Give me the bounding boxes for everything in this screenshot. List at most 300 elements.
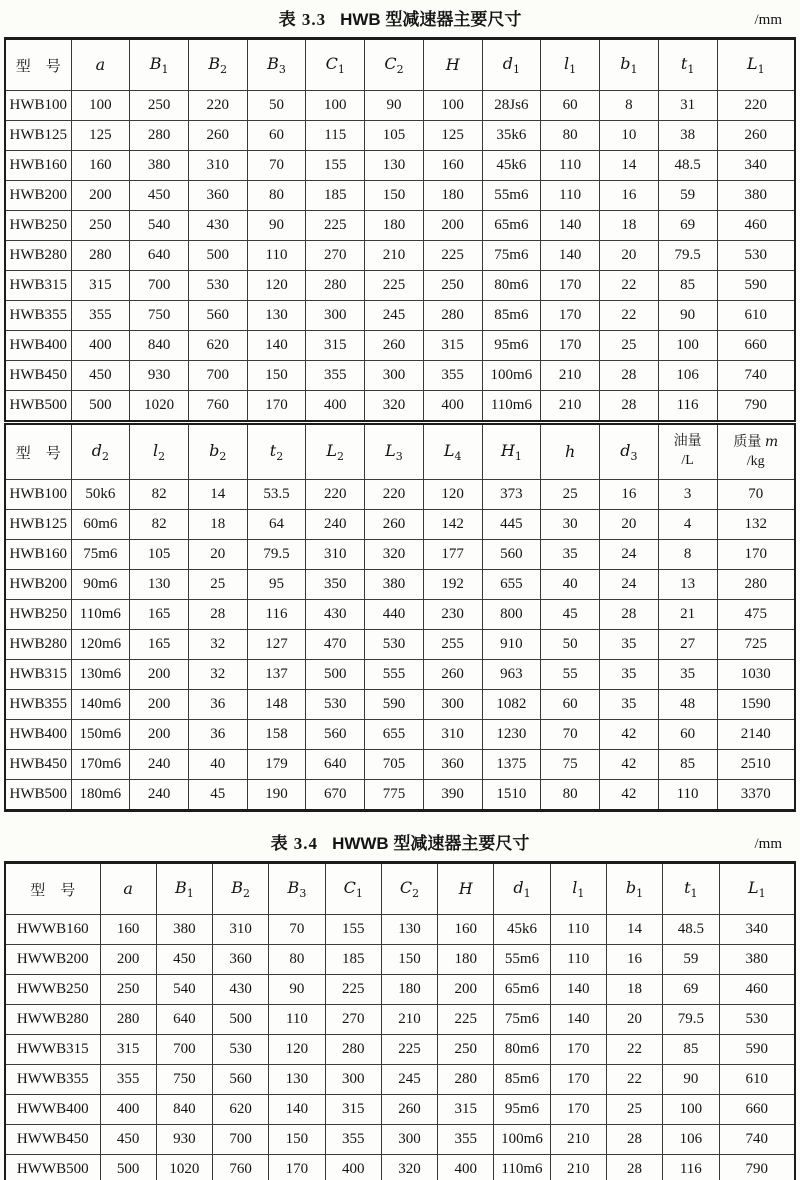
value-cell: 320 <box>365 540 424 570</box>
value-cell: 240 <box>130 750 189 780</box>
table-row <box>5 181 795 211</box>
value-cell: 120 <box>423 480 482 510</box>
value-cell: 170 <box>541 271 600 301</box>
model-cell: HWB280 <box>5 630 71 660</box>
value-cell: 40 <box>188 750 247 780</box>
value-cell: 270 <box>325 1005 381 1035</box>
value-cell: 45 <box>541 600 600 630</box>
value-cell: 220 <box>306 480 365 510</box>
value-cell: 130 <box>365 151 424 181</box>
value-cell: 200 <box>423 211 482 241</box>
value-cell: 36 <box>188 690 247 720</box>
model-cell: HWWB160 <box>5 915 100 945</box>
value-cell: 245 <box>381 1065 437 1095</box>
table-row <box>5 1065 795 1095</box>
value-cell: 165 <box>130 600 189 630</box>
value-cell: 100 <box>663 1095 719 1125</box>
value-cell: 400 <box>325 1155 381 1180</box>
value-cell: 280 <box>130 121 189 151</box>
value-cell: 185 <box>306 181 365 211</box>
value-cell: 21 <box>658 600 717 630</box>
value-cell: 140 <box>247 331 306 361</box>
value-cell: 660 <box>717 331 795 361</box>
value-cell: 125 <box>71 121 130 151</box>
value-cell: 540 <box>130 211 189 241</box>
model-cell: HWWB250 <box>5 975 100 1005</box>
value-cell: 16 <box>599 480 658 510</box>
model-cell: HWB250 <box>5 211 71 241</box>
value-cell: 210 <box>550 1155 606 1180</box>
model-cell: HWB200 <box>5 181 71 211</box>
value-cell: 315 <box>438 1095 494 1125</box>
value-cell: 179 <box>247 750 306 780</box>
value-cell: 790 <box>719 1155 795 1180</box>
value-cell: 255 <box>423 630 482 660</box>
column-header: $t_1$ <box>658 39 717 91</box>
value-cell: 610 <box>717 301 795 331</box>
value-cell: 500 <box>188 241 247 271</box>
value-cell: 250 <box>423 271 482 301</box>
value-cell: 155 <box>325 915 381 945</box>
value-cell: 930 <box>130 361 189 391</box>
value-cell: 28 <box>599 391 658 423</box>
table2-caption-number: 表 3.4 <box>270 834 319 853</box>
value-cell: 1510 <box>482 780 541 811</box>
column-header: $t_2$ <box>247 423 306 480</box>
column-header: h <box>541 423 600 480</box>
column-header: $B_1$ <box>156 863 212 915</box>
value-cell: 260 <box>717 121 795 151</box>
value-cell: 450 <box>71 361 130 391</box>
value-cell: 500 <box>100 1155 156 1180</box>
value-cell: 95 <box>247 570 306 600</box>
value-cell: 530 <box>213 1035 269 1065</box>
value-cell: 25 <box>599 331 658 361</box>
value-cell: 775 <box>365 780 424 811</box>
column-header: $t_1$ <box>663 863 719 915</box>
value-cell: 840 <box>130 331 189 361</box>
value-cell: 963 <box>482 660 541 690</box>
table2-caption-title: HWWB 型减速器主要尺寸 <box>332 834 530 853</box>
value-cell: 25 <box>188 570 247 600</box>
value-cell: 150 <box>269 1125 325 1155</box>
model-cell: HWWB280 <box>5 1005 100 1035</box>
value-cell: 355 <box>100 1065 156 1095</box>
table-row <box>5 540 795 570</box>
value-cell: 170 <box>550 1095 606 1125</box>
value-cell: 116 <box>663 1155 719 1180</box>
value-cell: 310 <box>306 540 365 570</box>
value-cell: 180m6 <box>71 780 130 811</box>
column-header: $b_1$ <box>606 863 662 915</box>
value-cell: 230 <box>423 600 482 630</box>
value-cell: 70 <box>541 720 600 750</box>
value-cell: 400 <box>71 331 130 361</box>
value-cell: 440 <box>365 600 424 630</box>
value-cell: 210 <box>550 1125 606 1155</box>
value-cell: 260 <box>381 1095 437 1125</box>
value-cell: 800 <box>482 600 541 630</box>
value-cell: 225 <box>325 975 381 1005</box>
value-cell: 640 <box>156 1005 212 1035</box>
column-header: H <box>438 863 494 915</box>
value-cell: 150 <box>365 181 424 211</box>
value-cell: 45 <box>188 780 247 811</box>
value-cell: 158 <box>247 720 306 750</box>
value-cell: 280 <box>438 1065 494 1095</box>
value-cell: 60 <box>541 91 600 121</box>
column-header: $L_4$ <box>423 423 482 480</box>
column-header: $H_1$ <box>482 423 541 480</box>
value-cell: 110 <box>541 151 600 181</box>
column-header: 质量 m /kg <box>717 423 795 480</box>
value-cell: 160 <box>438 915 494 945</box>
value-cell: 355 <box>71 301 130 331</box>
value-cell: 31 <box>658 91 717 121</box>
value-cell: 380 <box>719 945 795 975</box>
value-cell: 380 <box>717 181 795 211</box>
value-cell: 50k6 <box>71 480 130 510</box>
table-row <box>5 915 795 945</box>
value-cell: 210 <box>381 1005 437 1035</box>
value-cell: 250 <box>130 91 189 121</box>
model-cell: HWWB355 <box>5 1065 100 1095</box>
column-header: $L_1$ <box>717 39 795 91</box>
value-cell: 300 <box>381 1125 437 1155</box>
value-cell: 120 <box>247 271 306 301</box>
value-cell: 42 <box>599 780 658 811</box>
value-cell: 35k6 <box>482 121 541 151</box>
value-cell: 760 <box>213 1155 269 1180</box>
value-cell: 1590 <box>717 690 795 720</box>
table-row <box>5 331 795 361</box>
value-cell: 315 <box>100 1035 156 1065</box>
value-cell: 69 <box>663 975 719 1005</box>
value-cell: 355 <box>438 1125 494 1155</box>
model-cell: HWB160 <box>5 151 71 181</box>
value-cell: 1230 <box>482 720 541 750</box>
value-cell: 170 <box>550 1065 606 1095</box>
column-header: 型 号 <box>5 423 71 480</box>
value-cell: 28Js6 <box>482 91 541 121</box>
value-cell: 500 <box>71 391 130 423</box>
value-cell: 80 <box>247 181 306 211</box>
value-cell: 310 <box>423 720 482 750</box>
column-header: $l_2$ <box>130 423 189 480</box>
value-cell: 280 <box>325 1035 381 1065</box>
value-cell: 75m6 <box>482 241 541 271</box>
value-cell: 500 <box>213 1005 269 1035</box>
value-cell: 140 <box>541 211 600 241</box>
value-cell: 80 <box>541 780 600 811</box>
value-cell: 120 <box>269 1035 325 1065</box>
table-row <box>5 720 795 750</box>
value-cell: 50 <box>541 630 600 660</box>
value-cell: 400 <box>306 391 365 423</box>
value-cell: 137 <box>247 660 306 690</box>
value-cell: 240 <box>130 780 189 811</box>
value-cell: 260 <box>365 510 424 540</box>
value-cell: 700 <box>188 361 247 391</box>
value-cell: 160 <box>71 151 130 181</box>
model-cell: HWB355 <box>5 301 71 331</box>
value-cell: 95m6 <box>482 331 541 361</box>
value-cell: 220 <box>717 91 795 121</box>
value-cell: 110 <box>550 915 606 945</box>
column-header: $b_1$ <box>599 39 658 91</box>
value-cell: 150 <box>381 945 437 975</box>
value-cell: 450 <box>100 1125 156 1155</box>
table-row <box>5 391 795 423</box>
value-cell: 20 <box>599 510 658 540</box>
value-cell: 380 <box>156 915 212 945</box>
value-cell: 555 <box>365 660 424 690</box>
value-cell: 840 <box>156 1095 212 1125</box>
value-cell: 35 <box>599 690 658 720</box>
header-row <box>5 863 795 915</box>
value-cell: 1375 <box>482 750 541 780</box>
value-cell: 55m6 <box>482 181 541 211</box>
value-cell: 106 <box>658 361 717 391</box>
model-cell: HWB250 <box>5 600 71 630</box>
value-cell: 400 <box>438 1155 494 1180</box>
value-cell: 530 <box>188 271 247 301</box>
value-cell: 45k6 <box>494 915 550 945</box>
value-cell: 42 <box>599 750 658 780</box>
table-row <box>5 510 795 540</box>
value-cell: 80m6 <box>482 271 541 301</box>
table-row <box>5 121 795 151</box>
value-cell: 170 <box>550 1035 606 1065</box>
column-header: a <box>100 863 156 915</box>
value-cell: 148 <box>247 690 306 720</box>
value-cell: 245 <box>365 301 424 331</box>
table1-caption <box>4 8 796 32</box>
value-cell: 180 <box>381 975 437 1005</box>
value-cell: 35 <box>541 540 600 570</box>
column-header: a <box>71 39 130 91</box>
value-cell: 110m6 <box>71 600 130 630</box>
column-header: $L_2$ <box>306 423 365 480</box>
model-cell: HWB400 <box>5 331 71 361</box>
column-header: H <box>423 39 482 91</box>
value-cell: 155 <box>306 151 365 181</box>
value-cell: 350 <box>306 570 365 600</box>
table-row <box>5 1125 795 1155</box>
value-cell: 300 <box>365 361 424 391</box>
value-cell: 280 <box>423 301 482 331</box>
table-row <box>5 945 795 975</box>
value-cell: 180 <box>438 945 494 975</box>
value-cell: 315 <box>71 271 130 301</box>
value-cell: 200 <box>130 660 189 690</box>
value-cell: 130 <box>130 570 189 600</box>
value-cell: 100m6 <box>482 361 541 391</box>
value-cell: 170 <box>541 331 600 361</box>
table-row <box>5 480 795 510</box>
value-cell: 530 <box>717 241 795 271</box>
value-cell: 28 <box>606 1155 662 1180</box>
value-cell: 14 <box>606 915 662 945</box>
value-cell: 200 <box>100 945 156 975</box>
value-cell: 180 <box>423 181 482 211</box>
value-cell: 24 <box>599 540 658 570</box>
value-cell: 120m6 <box>71 630 130 660</box>
table-row <box>5 271 795 301</box>
table-row <box>5 660 795 690</box>
value-cell: 355 <box>306 361 365 391</box>
value-cell: 320 <box>381 1155 437 1180</box>
value-cell: 373 <box>482 480 541 510</box>
value-cell: 930 <box>156 1125 212 1155</box>
value-cell: 110 <box>658 780 717 811</box>
value-cell: 3 <box>658 480 717 510</box>
value-cell: 260 <box>365 331 424 361</box>
table-row <box>5 630 795 660</box>
value-cell: 115 <box>306 121 365 151</box>
value-cell: 360 <box>213 945 269 975</box>
table1-caption-title: HWB 型减速器主要尺寸 <box>340 10 522 29</box>
column-header: $C_2$ <box>381 863 437 915</box>
value-cell: 80 <box>269 945 325 975</box>
value-cell: 560 <box>188 301 247 331</box>
value-cell: 20 <box>606 1005 662 1035</box>
value-cell: 16 <box>599 181 658 211</box>
column-header: $d_2$ <box>71 423 130 480</box>
value-cell: 27 <box>658 630 717 660</box>
value-cell: 400 <box>423 391 482 423</box>
value-cell: 355 <box>325 1125 381 1155</box>
value-cell: 430 <box>188 211 247 241</box>
value-cell: 130m6 <box>71 660 130 690</box>
table-row <box>5 241 795 271</box>
value-cell: 1020 <box>130 391 189 423</box>
value-cell: 560 <box>306 720 365 750</box>
value-cell: 655 <box>482 570 541 600</box>
model-cell: HWB500 <box>5 780 71 811</box>
table-row <box>5 975 795 1005</box>
value-cell: 55 <box>541 660 600 690</box>
model-cell: HWB450 <box>5 750 71 780</box>
value-cell: 250 <box>438 1035 494 1065</box>
value-cell: 28 <box>188 600 247 630</box>
value-cell: 620 <box>188 331 247 361</box>
value-cell: 445 <box>482 510 541 540</box>
value-cell: 170 <box>541 301 600 331</box>
value-cell: 315 <box>306 331 365 361</box>
value-cell: 105 <box>130 540 189 570</box>
value-cell: 310 <box>188 151 247 181</box>
table-row <box>5 1155 795 1180</box>
value-cell: 90 <box>365 91 424 121</box>
value-cell: 110m6 <box>482 391 541 423</box>
value-cell: 590 <box>717 271 795 301</box>
value-cell: 240 <box>306 510 365 540</box>
table-row <box>5 211 795 241</box>
value-cell: 190 <box>247 780 306 811</box>
value-cell: 85m6 <box>494 1065 550 1095</box>
value-cell: 45k6 <box>482 151 541 181</box>
value-cell: 32 <box>188 660 247 690</box>
value-cell: 38 <box>658 121 717 151</box>
value-cell: 660 <box>719 1095 795 1125</box>
value-cell: 200 <box>130 720 189 750</box>
value-cell: 18 <box>188 510 247 540</box>
value-cell: 560 <box>482 540 541 570</box>
value-cell: 79.5 <box>658 241 717 271</box>
table2-unit-label: /mm <box>754 836 782 852</box>
value-cell: 300 <box>423 690 482 720</box>
value-cell: 1030 <box>717 660 795 690</box>
value-cell: 142 <box>423 510 482 540</box>
value-cell: 460 <box>719 975 795 1005</box>
value-cell: 60m6 <box>71 510 130 540</box>
value-cell: 100 <box>423 91 482 121</box>
value-cell: 150m6 <box>71 720 130 750</box>
value-cell: 90 <box>269 975 325 1005</box>
value-cell: 590 <box>719 1035 795 1065</box>
value-cell: 59 <box>663 945 719 975</box>
column-header: $l_1$ <box>550 863 606 915</box>
value-cell: 640 <box>130 241 189 271</box>
value-cell: 85 <box>658 271 717 301</box>
value-cell: 185 <box>325 945 381 975</box>
value-cell: 170m6 <box>71 750 130 780</box>
value-cell: 160 <box>423 151 482 181</box>
value-cell: 130 <box>269 1065 325 1095</box>
column-header: $d_1$ <box>494 863 550 915</box>
value-cell: 700 <box>213 1125 269 1155</box>
value-cell: 70 <box>269 915 325 945</box>
value-cell: 3370 <box>717 780 795 811</box>
value-cell: 64 <box>247 510 306 540</box>
table-row <box>5 780 795 811</box>
table-row <box>5 151 795 181</box>
value-cell: 85m6 <box>482 301 541 331</box>
value-cell: 20 <box>599 241 658 271</box>
model-cell: HWB315 <box>5 660 71 690</box>
value-cell: 79.5 <box>247 540 306 570</box>
column-header: $l_1$ <box>541 39 600 91</box>
value-cell: 53.5 <box>247 480 306 510</box>
value-cell: 116 <box>247 600 306 630</box>
column-header: $C_1$ <box>325 863 381 915</box>
value-cell: 140 <box>269 1095 325 1125</box>
value-cell: 400 <box>100 1095 156 1125</box>
value-cell: 110 <box>269 1005 325 1035</box>
value-cell: 25 <box>541 480 600 510</box>
value-cell: 35 <box>599 660 658 690</box>
value-cell: 69 <box>658 211 717 241</box>
value-cell: 300 <box>325 1065 381 1095</box>
value-cell: 560 <box>213 1065 269 1095</box>
value-cell: 140 <box>541 241 600 271</box>
value-cell: 95m6 <box>494 1095 550 1125</box>
value-cell: 355 <box>423 361 482 391</box>
value-cell: 640 <box>306 750 365 780</box>
value-cell: 14 <box>599 151 658 181</box>
value-cell: 170 <box>269 1155 325 1180</box>
value-cell: 18 <box>606 975 662 1005</box>
value-cell: 75 <box>541 750 600 780</box>
value-cell: 28 <box>599 600 658 630</box>
value-cell: 655 <box>365 720 424 750</box>
value-cell: 390 <box>423 780 482 811</box>
value-cell: 180 <box>365 211 424 241</box>
value-cell: 270 <box>306 241 365 271</box>
table-row <box>5 570 795 600</box>
value-cell: 200 <box>438 975 494 1005</box>
